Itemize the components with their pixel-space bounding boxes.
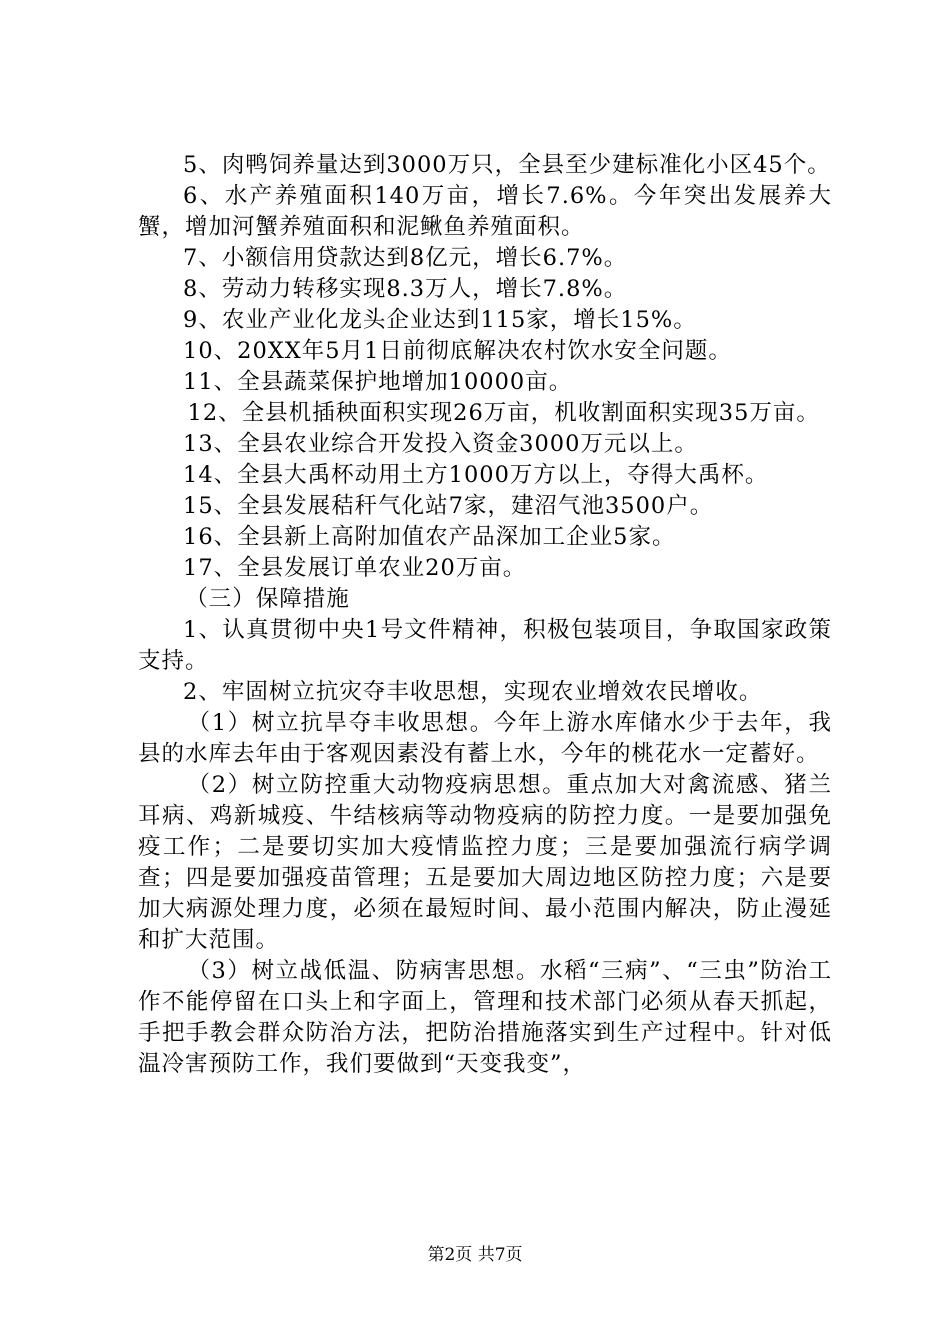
paragraph-item-17: 17、全县发展订单农业20万亩。 bbox=[183, 555, 527, 581]
paragraph-item-12: 12、全县机插秧面积实现26万亩，机收割面积实现35万亩。 bbox=[187, 400, 820, 426]
measure-item-2: 2、牢固树立抗灾夺丰收思想，实现农业增效农民增收。 bbox=[183, 679, 763, 705]
paragraph-item-14: 14、全县大禹杯动用土方1000万方以上，夺得大禹杯。 bbox=[183, 462, 769, 488]
paragraph-item-11: 11、全县蔬菜保护地增加10000亩。 bbox=[183, 369, 573, 395]
paragraph-item-15: 15、全县发展秸秆气化站7家，建沼气池3500户。 bbox=[183, 493, 714, 519]
sub-measure-drought: （1）树立抗旱夺丰收思想。今年上游水库储水少于去年，我县的水库去年由于客观因素没有蓄上水，今年的桃花水一定蓄好。 bbox=[138, 710, 832, 767]
sub-measure-animal-disease: （2）树立防控重大动物疫病思想。重点加大对禽流感、猪兰耳病、鸡新城疫、牛结核病等动物疫病的防控力度。一是要加强免疫工作；二是要切实加大疫情监控力度；三是要加强流行病学调查；四是要加强疫苗管理；五是要加大周边地区防控力度；六是要加大病源处理力度，必须在最短时间、最小范围内解决，防止漫延和扩大范围。 bbox=[138, 772, 832, 953]
sub-measure-low-temperature: （3）树立战低温、防病害思想。水稻“三病”、“三虫”防治工作不能停留在口头上和字面上，管理和技术部门必须从春天抓起，手把手教会群众防治方法，把防治措施落实到生产过程中。针对低温冷害预防工作，我们要做到“天变我变”， bbox=[138, 958, 832, 1077]
document-body bbox=[138, 150, 832, 1080]
measure-item-1: 1、认真贯彻中央1号文件精神，积极包装项目，争取国家政策支持。 bbox=[138, 617, 832, 674]
paragraph-item-9: 9、农业产业化龙头企业达到115家，增长15%。 bbox=[183, 307, 697, 333]
paragraph-item-13: 13、全县农业综合开发投入资金3000万元以上。 bbox=[183, 431, 698, 457]
paragraph-item-10: 10、20XX年5月1日前彻底解决农村饮水安全问题。 bbox=[183, 338, 732, 364]
paragraph-item-6: 6、水产养殖面积140万亩，增长7.6%。今年突出发展养大蟹，增加河蟹养殖面积和泥鳅鱼养殖面积。 bbox=[138, 183, 832, 240]
paragraph-item-16: 16、全县新上高附加值农产品深加工企业5家。 bbox=[183, 524, 676, 550]
paragraph-item-5: 5、肉鸭饲养量达到3000万只，全县至少建标准化小区45个。 bbox=[183, 152, 831, 178]
section-heading-safeguards: （三）保障措施 bbox=[185, 586, 350, 612]
paragraph-item-7: 7、小额信用贷款达到8亿元，增长6.7%。 bbox=[183, 245, 628, 271]
page-footer: 第2页 共7页 bbox=[427, 1245, 523, 1265]
paragraph-item-8: 8、劳动力转移实现8.3万人，增长7.8%。 bbox=[183, 276, 628, 302]
